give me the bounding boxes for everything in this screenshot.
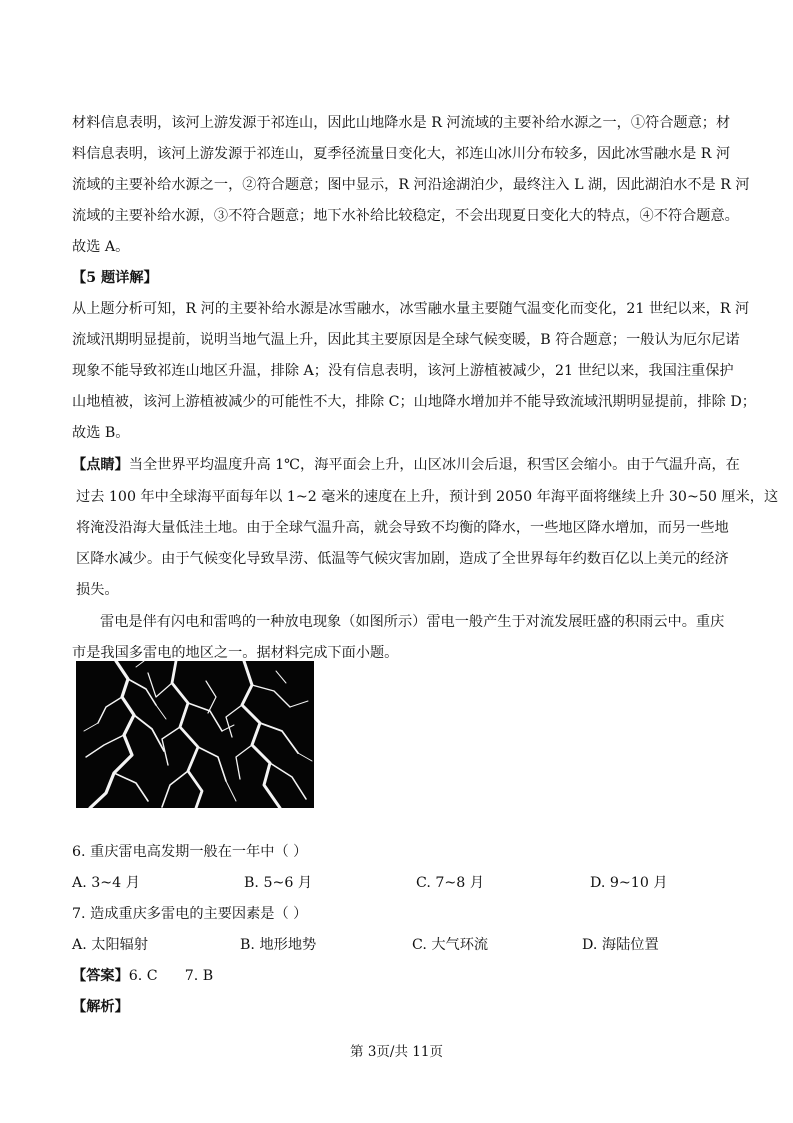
page-footer: 第 3页/共 11页 bbox=[350, 1044, 443, 1060]
question-6-stem: 6. 重庆雷电高发期一般在一年中（ ） bbox=[72, 844, 308, 860]
question-7-option-c: C. 大气环流 bbox=[412, 937, 489, 953]
text-line: 流域的主要补给水源之一，②符合题意；图中显示，R 河沿途湖泊少，最终注入 L 湖，因此湖泊水不是 R 河 bbox=[72, 177, 750, 193]
question-6-option-d: D. 9~10 月 bbox=[590, 875, 668, 891]
question-7-option-a: A. 太阳辐射 bbox=[72, 937, 149, 953]
answer-line bbox=[72, 966, 213, 986]
section-header-q5: 【5 题详解】 bbox=[72, 270, 158, 286]
text-line: 区降水减少。由于气候变化导致旱涝、低温等气候灾害加剧，造成了全世界每年约数百亿以上美元的经济 bbox=[76, 551, 729, 567]
text-line: 山地植被，该河上游植被减少的可能性不大，排除 C；山地降水增加并不能导致流域汛期明显提前，排除 D； bbox=[72, 394, 756, 410]
question-7-stem: 7. 造成重庆多雷电的主要因素是（ ） bbox=[72, 906, 308, 922]
intro-line: 雷电是伴有闪电和雷鸣的一种放电现象（如图所示）雷电一般产生于对流发展旺盛的积雨云中。重庆 bbox=[100, 614, 725, 630]
lightning-illustration bbox=[76, 661, 314, 808]
text-line: 现象不能导致祁连山地区升温，排除 A；没有信息表明，该河上游植被减少，21 世纪以来，我国注重保护 bbox=[72, 363, 734, 379]
question-6-option-b: B. 5~6 月 bbox=[244, 875, 313, 891]
analysis-label: 【解析】 bbox=[72, 999, 129, 1015]
text-line: 过去 100 年中全球海平面每年以 1~2 毫米的速度在上升，预计到 2050 年海平面将继续上升 30~50 厘米，这 bbox=[76, 489, 779, 505]
question-7-option-d: D. 海陆位置 bbox=[582, 937, 659, 953]
text-line: 从上题分析可知，R 河的主要补给水源是冰雪融水，冰雪融水量主要随气温变化而变化，21 世纪以来，R 河 bbox=[72, 301, 750, 317]
text-line: 流域的主要补给水源，③不符合题意；地下水补给比较稳定，不会出现夏日变化大的特点，④不符合题意。 bbox=[72, 208, 739, 224]
answer-text: 6. C 7. B bbox=[128, 968, 214, 984]
text-line: 故选 A。 bbox=[72, 239, 130, 255]
dianjing-label: 【点睛】 bbox=[72, 457, 129, 473]
question-6-option-a: A. 3~4 月 bbox=[72, 875, 140, 891]
lightning-photo bbox=[76, 661, 314, 808]
text-line: 料信息表明，该河上游发源于祁连山，夏季径流量日变化大，祁连山冰川分布较多，因此冰雪融水是 R 河 bbox=[72, 146, 731, 162]
text-line: 流域汛期明显提前，说明当地气温上升，因此其主要原因是全球气候变暖，B 符合题意；一般认为厄尔尼诺 bbox=[72, 332, 740, 348]
intro-line: 市是我国多雷电的地区之一。据材料完成下面小题。 bbox=[72, 645, 399, 661]
question-6-option-c: C. 7~8 月 bbox=[416, 875, 485, 891]
text-line: 将淹没沿海大量低洼土地。由于全球气温升高，就会导致不均衡的降水，一些地区降水增加，而另一些地 bbox=[76, 520, 729, 536]
text-line: 材料信息表明，该河上游发源于祁连山，因此山地降水是 R 河流域的主要补给水源之一，①符合题意；材 bbox=[72, 115, 731, 131]
dianjing-line bbox=[72, 455, 740, 475]
text-line: 损失。 bbox=[76, 582, 119, 598]
text-line: 故选 B。 bbox=[72, 425, 130, 441]
dianjing-text: 当全世界平均温度升高 1℃，海平面会上升，山区冰川会后退，积雪区会缩小。由于气温升高，在 bbox=[128, 457, 740, 473]
answer-label: 【答案】 bbox=[72, 968, 129, 984]
question-7-option-b: B. 地形地势 bbox=[240, 937, 317, 953]
